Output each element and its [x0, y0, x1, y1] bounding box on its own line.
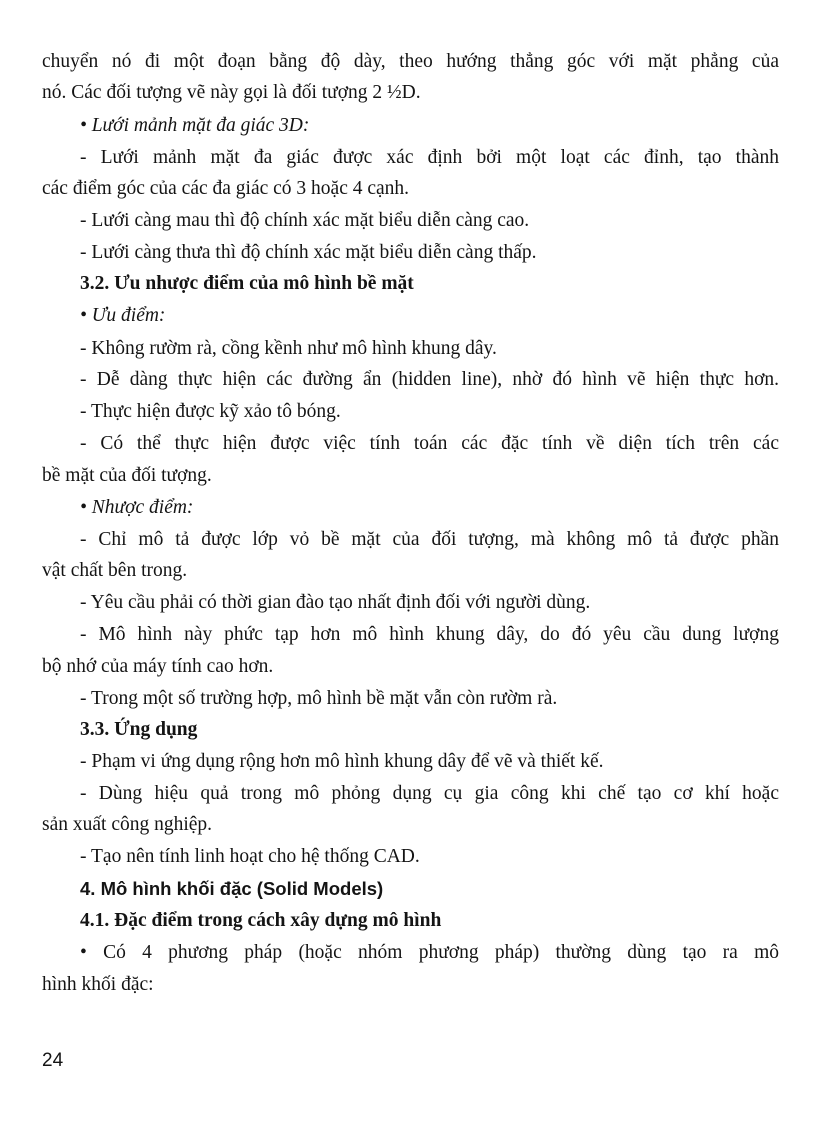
text-line: - Lưới càng mau thì độ chính xác mặt biểu diễn càng cao.: [80, 210, 530, 231]
text-line: - Dùng hiệu quả trong mô phỏng dụng cụ gia công khi chế tạo cơ khí hoặc: [80, 783, 779, 804]
text-line: hình khối đặc:: [42, 974, 154, 995]
text-line: sản xuất công nghiệp.: [42, 814, 213, 835]
list-item-heading: • Ưu điểm:: [80, 305, 166, 326]
text-line: - Thực hiện được kỹ xảo tô bóng.: [80, 401, 341, 422]
page-number: 24: [42, 1050, 64, 1071]
section-heading: 3.3. Ứng dụng: [80, 719, 198, 740]
text-line: - Yêu cầu phải có thời gian đào tạo nhất định đối với người dùng.: [80, 592, 591, 613]
text-line: bộ nhớ của máy tính cao hơn.: [42, 656, 274, 677]
text-line: vật chất bên trong.: [42, 560, 188, 581]
text-line: các điểm góc của các đa giác có 3 hoặc 4 cạnh.: [42, 178, 410, 199]
section-heading: 4.1. Đặc điểm trong cách xây dựng mô hình: [80, 910, 442, 931]
text-line: - Mô hình này phức tạp hơn mô hình khung dây, do đó yêu cầu dung lượng: [80, 624, 779, 645]
text-line: - Trong một số trường hợp, mô hình bề mặt vẫn còn rườm rà.: [80, 688, 558, 709]
text-line: bề mặt của đối tượng.: [42, 465, 212, 486]
text-line: - Không rườm rà, cồng kềnh như mô hình khung dây.: [80, 338, 497, 359]
text-line: nó. Các đối tượng vẽ này gọi là đối tượng 2 ½D.: [42, 82, 421, 103]
text-line: - Lưới càng thưa thì độ chính xác mặt biểu diễn càng thấp.: [80, 242, 537, 263]
list-item-heading: • Lưới mảnh mặt đa giác 3D:: [80, 115, 310, 136]
text-line: - Dễ dàng thực hiện các đường ẩn (hidden line), nhờ đó hình vẽ hiện thực hơn.: [80, 369, 779, 390]
text-line: - Chỉ mô tả được lớp vỏ bề mặt của đối tượng, mà không mô tả được phần: [80, 529, 779, 550]
text-line: - Lưới mảnh mặt đa giác được xác định bởi một loạt các đỉnh, tạo thành: [80, 147, 779, 168]
text-line: - Phạm vi ứng dụng rộng hơn mô hình khung dây để vẽ và thiết kế.: [80, 751, 604, 772]
chapter-heading: 4. Mô hình khối đặc (Solid Models): [80, 878, 384, 899]
text-line: chuyển nó đi một đoạn bằng độ dày, theo hướng thẳng góc với mặt phẳng của: [42, 51, 779, 72]
text-line: - Có thể thực hiện được việc tính toán các đặc tính về diện tích trên các: [80, 433, 779, 454]
section-heading: 3.2. Ưu nhược điểm của mô hình bề mặt: [80, 273, 414, 294]
text-line: • Có 4 phương pháp (hoặc nhóm phương pháp) thường dùng tạo ra mô: [80, 942, 779, 963]
list-item-heading: • Nhược điểm:: [80, 497, 194, 518]
text-line: - Tạo nên tính linh hoạt cho hệ thống CAD.: [80, 846, 420, 867]
